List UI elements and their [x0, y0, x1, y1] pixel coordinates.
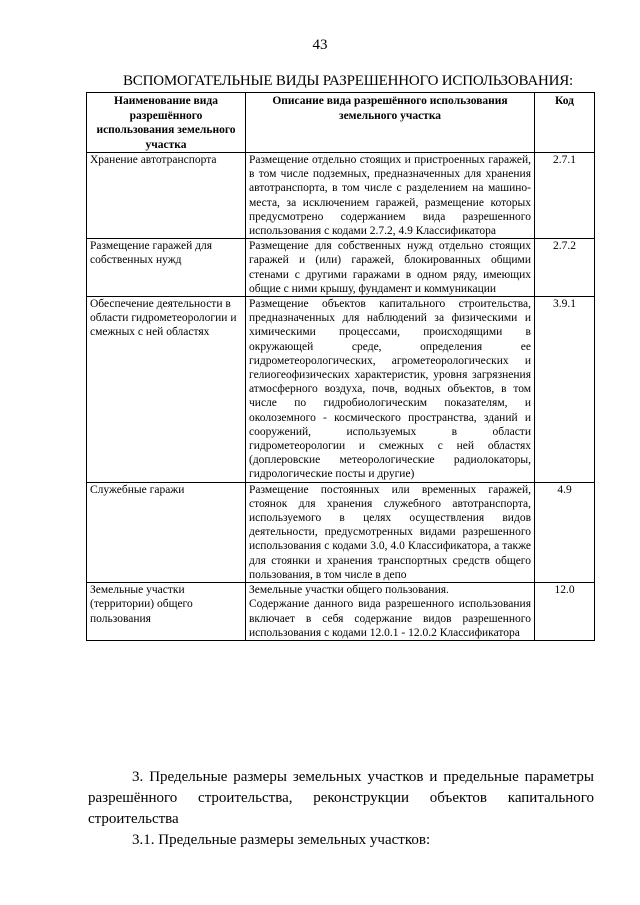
header-name: Наименование вида разрешённого использования земельного участка	[87, 93, 246, 153]
land-use-table	[86, 92, 595, 641]
table-header-row	[87, 93, 595, 153]
subsection-paragraph: 3.1. Предельные размеры земельных участков:	[132, 832, 431, 848]
row-description: Размещение объектов капитального строительства, предназначенных для наблюдений за физическими и химическими процессами, происходящими в окружающей среде, определения ее гидрометеорологических, агрометеорологических и гелиогеофизических характеристик, уровня загрязнения атмосферного воздуха, почв, водных объектов, в том числе по гидробиологическим показателям, и околоземного - космического пространства, зданий и сооружений, используемых в области гидрометеорологии и смежных с ней областях (доплеровские метеорологические радиолокаторы, гидрологические посты и другие)	[246, 297, 535, 483]
table-row	[87, 482, 595, 582]
table-row	[87, 297, 595, 483]
row-code: 3.9.1	[535, 297, 595, 483]
row-code: 2.7.1	[535, 153, 595, 239]
table-row	[87, 239, 595, 297]
table-row	[87, 583, 595, 641]
row-name: Служебные гаражи	[87, 482, 246, 582]
section-paragraph: 3. Предельные размеры земельных участков и предельные параметры разрешённого строительства, реконструкции объектов капитального строительства	[88, 769, 594, 827]
row-name: Земельные участки (территории) общего пользования	[87, 583, 246, 641]
row-description: Размещение отдельно стоящих и пристроенных гаражей, в том числе подземных, предназначенных для хранения автотранспорта, в том числе с разделением на машино-места, за исключением гаражей, размещение которых предусмотрено содержанием вида разрешенного использования с кодами 2.7.2, 4.9 Классификатора	[246, 153, 535, 239]
row-description: Размещение для собственных нужд отдельно стоящих гаражей и (или) гаражей, блокированных общими стенами с другими гаражами в одном ряду, имеющих общие с ними крышу, фундамент и коммуникации	[246, 239, 535, 297]
row-name: Обеспечение деятельности в области гидрометеорологии и смежных с ней областях	[87, 297, 246, 483]
row-code: 12.0	[535, 583, 595, 641]
table-row	[87, 153, 595, 239]
row-code: 2.7.2	[535, 239, 595, 297]
row-name: Размещение гаражей для собственных нужд	[87, 239, 246, 297]
row-description-line: Содержание данного вида разрешенного использования включает в себя содержание видов разрешенного использования с кодами 12.0.1 - 12.0.2 Классификатора	[249, 598, 531, 639]
header-description: Описание вида разрешённого использования земельного участка	[246, 93, 535, 153]
row-description-line: Земельные участки общего пользования.	[249, 584, 449, 597]
header-code: Код	[535, 93, 595, 153]
row-name: Хранение автотранспорта	[87, 153, 246, 239]
row-code: 4.9	[535, 482, 595, 582]
section-heading: ВСПОМОГАТЕЛЬНЫЕ ВИДЫ РАЗРЕШЕННОГО ИСПОЛЬЗОВАНИЯ:	[122, 73, 574, 89]
page-number: 43	[312, 37, 328, 53]
row-description: Размещение постоянных или временных гаражей, стоянок для хранения служебного автотранспорта, используемого в целях осуществления видов деятельности, предусмотренных видами разрешенного использования с кодами 3.0, 4.0 Классификатора, а также для стоянки и хранения транспортных средств общего пользования, в том числе в депо	[246, 482, 535, 582]
row-description	[246, 583, 535, 641]
